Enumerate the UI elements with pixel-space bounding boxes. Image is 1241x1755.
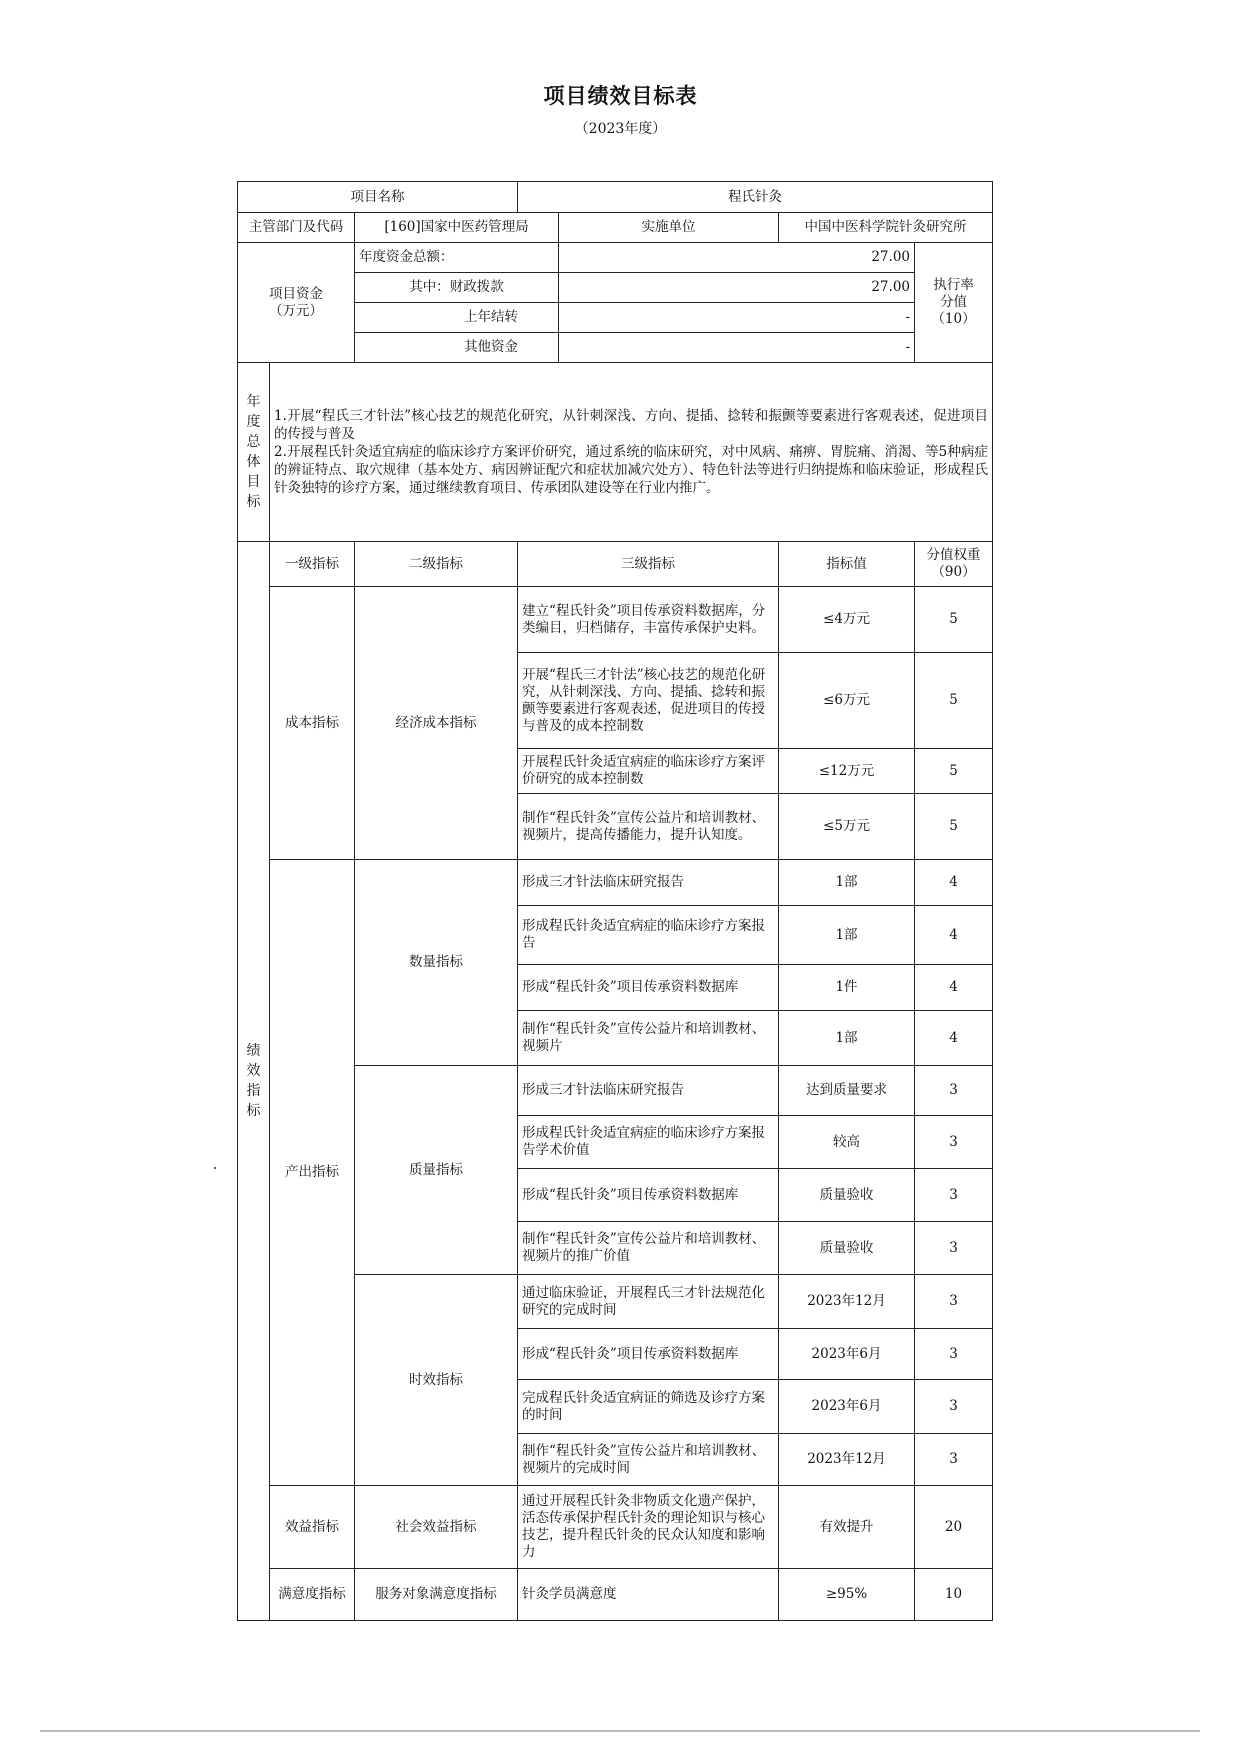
indicator-weight: 5 — [915, 587, 993, 653]
performance-goal-table — [237, 181, 993, 1621]
funds-carryover-value: - — [559, 303, 915, 333]
department-row — [238, 213, 993, 243]
funds-other-value: - — [559, 333, 915, 363]
indicator-text: 形成三才针法临床研究报告 — [518, 860, 779, 906]
indicator-weight: 3 — [915, 1275, 993, 1329]
indicator-text: 制作“程氏针灸”宣传公益片和培训教材、视频片的完成时间 — [518, 1434, 779, 1486]
funds-fiscal-value: 27.00 — [559, 273, 915, 303]
goals-label-char: 目 — [246, 474, 261, 490]
indicator-value: ≤6万元 — [779, 653, 915, 749]
scan-edge-line — [40, 1730, 1200, 1732]
goals-label-char: 标 — [246, 494, 261, 510]
goals-label-char: 体 — [246, 454, 261, 470]
cost-level1: 成本指标 — [270, 587, 355, 860]
project-name-row — [238, 182, 993, 213]
goals-label-char: 度 — [246, 414, 261, 430]
funds-other-label: 其他资金 — [355, 333, 559, 363]
funds-label-line2: （万元） — [269, 302, 323, 319]
indicator-text: 制作“程氏针灸”宣传公益片和培训教材、视频片，提高传播能力，提升认知度。 — [518, 794, 779, 860]
indicator-value: 有效提升 — [779, 1486, 915, 1569]
table-row — [238, 1486, 993, 1569]
annual-goals-label — [238, 363, 270, 542]
header-value: 指标值 — [779, 542, 915, 587]
satisfaction-level1: 满意度指标 — [270, 1569, 355, 1621]
annual-goals-row — [238, 363, 993, 542]
indicator-weight: 4 — [915, 965, 993, 1011]
indicator-value: 2023年12月 — [779, 1275, 915, 1329]
indicator-value: ≤4万元 — [779, 587, 915, 653]
execution-rate-line1: 执行率 — [933, 277, 974, 293]
indicator-weight: 5 — [915, 653, 993, 749]
header-level3: 三级指标 — [518, 542, 779, 587]
indicator-weight: 3 — [915, 1222, 993, 1275]
indicator-weight: 3 — [915, 1434, 993, 1486]
funds-label-line1: 项目资金 — [269, 285, 323, 302]
funds-total-row — [238, 243, 993, 273]
perf-label-char: 指 — [246, 1083, 261, 1099]
indicator-text: 通过开展程氏针灸非物质文化遗产保护，活态传承保护程氏针灸的理论知识与核心技艺，提升程氏针灸的民众认知度和影响力 — [518, 1486, 779, 1569]
indicator-text: 建立“程氏针灸”项目传承资料数据库，分类编目，归档储存，丰富传承保护史料。 — [518, 587, 779, 653]
page-subtitle: （2023年度） — [574, 121, 667, 137]
header-level2: 二级指标 — [355, 542, 518, 587]
indicator-text: 开展程氏针灸适宜病症的临床诊疗方案评价研究的成本控制数 — [518, 749, 779, 794]
indicator-value: 2023年12月 — [779, 1434, 915, 1486]
annual-goals-text — [270, 363, 993, 542]
indicator-weight: 4 — [915, 860, 993, 906]
project-name-value: 程氏针灸 — [518, 182, 993, 213]
indicator-value: 1部 — [779, 860, 915, 906]
header-level1: 一级指标 — [270, 542, 355, 587]
execution-rate-line3: （10） — [931, 311, 976, 327]
indicator-weight: 3 — [915, 1066, 993, 1116]
indicator-text: 通过临床验证，开展程氏三才针法规范化研究的完成时间 — [518, 1275, 779, 1329]
performance-indicators-label — [238, 542, 270, 1621]
perf-label-char: 绩 — [246, 1043, 261, 1059]
scan-speck — [214, 1167, 216, 1169]
indicator-value: 质量验收 — [779, 1169, 915, 1222]
indicator-weight: 4 — [915, 1011, 993, 1066]
indicator-value: 2023年6月 — [779, 1380, 915, 1434]
goals-label-char: 总 — [246, 434, 261, 450]
funds-label — [238, 243, 355, 363]
indicator-text: 针灸学员满意度 — [518, 1569, 779, 1621]
project-name-label: 项目名称 — [238, 182, 518, 213]
indicator-weight: 3 — [915, 1116, 993, 1169]
table-row — [238, 587, 993, 653]
quantity-level2: 数量指标 — [355, 860, 518, 1066]
goal-item-1: 1.开展“程氏三才针法”核心技艺的规范化研究，从针刺深浅、方向、提插、捻转和振颤等要素进行客观表述，促进项目的传授与普及 — [274, 408, 988, 442]
indicator-value: ≤12万元 — [779, 749, 915, 794]
benefit-level2: 社会效益指标 — [355, 1486, 518, 1569]
indicator-weight: 4 — [915, 906, 993, 965]
indicator-header-row — [238, 542, 993, 587]
funds-total-label: 年度资金总额： — [355, 243, 559, 273]
indicator-text: 形成程氏针灸适宜病症的临床诊疗方案报告学术价值 — [518, 1116, 779, 1169]
indicator-text: 形成“程氏针灸”项目传承资料数据库 — [518, 1329, 779, 1380]
indicator-text: 形成“程氏针灸”项目传承资料数据库 — [518, 1169, 779, 1222]
indicator-value: ≥95% — [779, 1569, 915, 1621]
indicator-weight: 3 — [915, 1380, 993, 1434]
execution-rate-line2: 分值 — [940, 294, 967, 310]
department-value: [160]国家中医药管理局 — [355, 213, 559, 243]
indicator-weight: 5 — [915, 749, 993, 794]
cost-level2: 经济成本指标 — [355, 587, 518, 860]
indicator-text: 形成“程氏针灸”项目传承资料数据库 — [518, 965, 779, 1011]
indicator-weight: 20 — [915, 1486, 993, 1569]
quality-level2: 质量指标 — [355, 1066, 518, 1275]
execution-rate-label — [915, 243, 993, 363]
indicator-text: 形成程氏针灸适宜病症的临床诊疗方案报告 — [518, 906, 779, 965]
satisfaction-level2: 服务对象满意度指标 — [355, 1569, 518, 1621]
header-weight — [915, 542, 993, 587]
indicator-value: ≤5万元 — [779, 794, 915, 860]
header-weight-line2: （90） — [931, 564, 976, 580]
indicator-value: 较高 — [779, 1116, 915, 1169]
table-row — [238, 860, 993, 906]
indicator-weight: 3 — [915, 1329, 993, 1380]
indicator-value: 1部 — [779, 906, 915, 965]
indicator-text: 制作“程氏针灸”宣传公益片和培训教材、视频片的推广价值 — [518, 1222, 779, 1275]
goals-label-char: 年 — [246, 394, 261, 410]
perf-label-char: 标 — [246, 1103, 261, 1119]
funds-fiscal-label: 其中：财政拨款 — [355, 273, 559, 303]
indicator-value: 1部 — [779, 1011, 915, 1066]
indicator-weight: 5 — [915, 794, 993, 860]
header-weight-line1: 分值权重 — [926, 547, 981, 563]
indicator-value: 1件 — [779, 965, 915, 1011]
benefit-level1: 效益指标 — [270, 1486, 355, 1569]
funds-total-value: 27.00 — [559, 243, 915, 273]
perf-label-char: 效 — [246, 1063, 261, 1079]
table-row — [238, 1569, 993, 1621]
indicator-text: 开展“程氏三才针法”核心技艺的规范化研究，从针刺深浅、方向、提插、捻转和振颤等要素进行客观表述，促进项目的传授与普及的成本控制数 — [518, 653, 779, 749]
implementing-unit-label: 实施单位 — [559, 213, 779, 243]
timeliness-level2: 时效指标 — [355, 1275, 518, 1486]
goal-item-2: 2.开展程氏针灸适宜病症的临床诊疗方案评价研究，通过系统的临床研究，对中风病、痛痹、胃脘痛、消渴、等5种病症的辨证特点、取穴规律（基本处方、病因辨证配穴和症状加减穴处方）、特色针法等进行归纳提炼和临床验证，形成程氏针灸独特的诊疗方案，通过继续教育项目、传承团队建设等在行业内推广。 — [274, 444, 988, 496]
indicator-text: 形成三才针法临床研究报告 — [518, 1066, 779, 1116]
indicator-text: 制作“程氏针灸”宣传公益片和培训教材、视频片 — [518, 1011, 779, 1066]
indicator-text: 完成程氏针灸适宜病证的筛选及诊疗方案的时间 — [518, 1380, 779, 1434]
indicator-value: 达到质量要求 — [779, 1066, 915, 1116]
indicator-value: 质量验收 — [779, 1222, 915, 1275]
indicator-value: 2023年6月 — [779, 1329, 915, 1380]
funds-carryover-label: 上年结转 — [355, 303, 559, 333]
page-title: 项目绩效目标表 — [543, 84, 698, 108]
department-label: 主管部门及代码 — [238, 213, 355, 243]
implementing-unit-value: 中国中医科学院针灸研究所 — [779, 213, 993, 243]
output-level1: 产出指标 — [270, 860, 355, 1486]
indicator-weight: 10 — [915, 1569, 993, 1621]
indicator-weight: 3 — [915, 1169, 993, 1222]
